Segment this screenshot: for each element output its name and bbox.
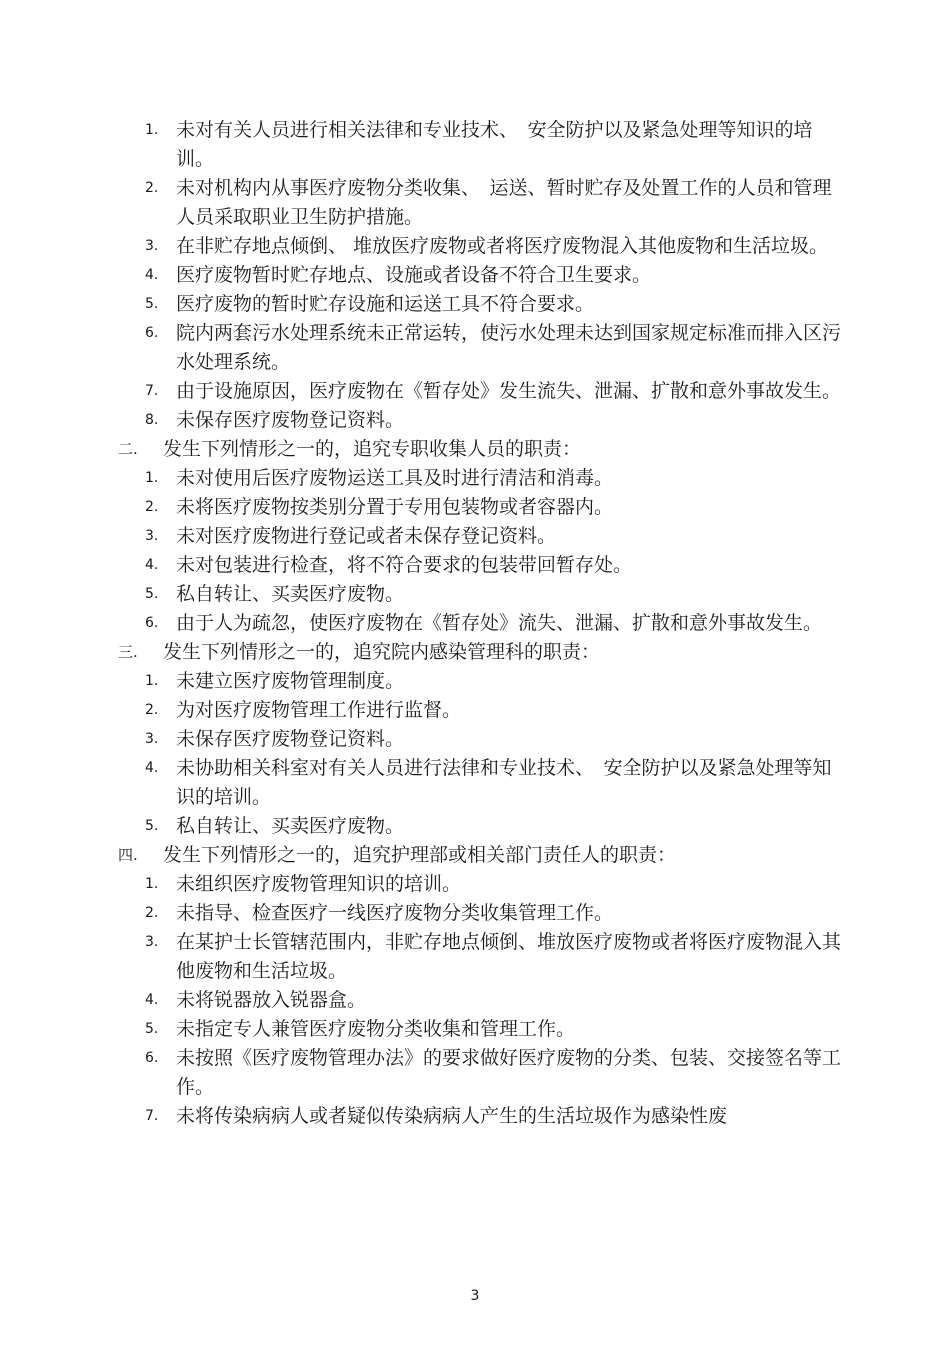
list-item: [0, 754, 846, 812]
item-number: 5.: [145, 296, 159, 312]
list-item: [0, 870, 846, 899]
item-number: 四.: [118, 846, 138, 864]
item-text: 私自转让、买卖医疗废物。: [176, 815, 405, 837]
list-item: [0, 986, 846, 1015]
page-number: 3: [470, 1288, 480, 1304]
list-item: [0, 464, 846, 493]
list-item: [0, 812, 846, 841]
item-number: 1.: [145, 122, 159, 138]
item-number: 6.: [145, 1050, 159, 1066]
item-number: 二.: [118, 440, 138, 458]
item-text: 发生下列情形之一的，追究护理部或相关部门责任人的职责：: [163, 844, 677, 866]
list-item: [0, 261, 846, 290]
item-number: 4.: [145, 760, 159, 776]
item-number: 2.: [145, 905, 159, 921]
item-number: 4.: [145, 267, 159, 283]
item-number: 5.: [145, 586, 159, 602]
item-text: 未按照《医疗废物管理办法》的要求做好医疗废物的分类、包装、交接签名等工作。: [176, 1047, 842, 1098]
list-item: [0, 116, 846, 174]
item-text: 未指导、检查医疗一线医疗废物分类收集管理工作。: [176, 902, 614, 924]
item-text: 未将传染病病人或者疑似传染病病人产生的生活垃圾作为感染性废: [176, 1105, 728, 1127]
item-text: 院内两套污水处理系统未正常运转，使污水处理未达到国家规定标准而排入区污水处理系统。: [176, 322, 842, 373]
item-number: 6.: [145, 615, 159, 631]
item-text: 未指定专人兼管医疗废物分类收集和管理工作。: [176, 1018, 576, 1040]
list-item: [0, 696, 846, 725]
item-number: 1.: [145, 876, 159, 892]
item-text: 在某护士长管辖范围内，非贮存地点倾倒、堆放医疗废物或者将医疗废物混入其他废物和生活垃圾。: [176, 931, 842, 982]
item-number: 3.: [145, 731, 159, 747]
item-text: 未组织医疗废物管理知识的培训。: [176, 873, 462, 895]
item-text: 未对机构内从事医疗废物分类收集、 运送、暂时贮存及处置工作的人员和管理人员采取职业卫生防护措施。: [176, 177, 832, 228]
list-item: [0, 232, 846, 261]
item-number: 4.: [145, 557, 159, 573]
item-number: 8.: [145, 412, 159, 428]
item-text: 发生下列情形之一的，追究院内感染管理科的职责：: [163, 641, 601, 663]
item-number: 2.: [145, 702, 159, 718]
list-item: [0, 1102, 846, 1131]
item-number: 7.: [145, 1108, 159, 1124]
item-number: 1.: [145, 673, 159, 689]
list-item: [0, 580, 846, 609]
list-item: [0, 609, 846, 638]
list-item: [0, 1044, 846, 1102]
item-number: 1.: [145, 470, 159, 486]
item-text: 为对医疗废物管理工作进行监督。: [176, 699, 462, 721]
item-text: 由于设施原因，医疗废物在《暂存处》发生流失、泄漏、扩散和意外事故发生。: [176, 380, 842, 402]
section-heading: [0, 435, 853, 464]
item-text: 医疗废物暂时贮存地点、设施或者设备不符合卫生要求。: [176, 264, 652, 286]
item-text: 发生下列情形之一的，追究专职收集人员的职责：: [163, 438, 582, 460]
list-item: [0, 725, 846, 754]
item-text: 未对使用后医疗废物运送工具及时进行清洁和消毒。: [176, 467, 614, 489]
item-text: 未保存医疗废物登记资料。: [176, 409, 405, 431]
item-number: 5.: [145, 818, 159, 834]
list-item: [0, 928, 846, 986]
item-text: 未将医疗废物按类别分置于专用包装物或者容器内。: [176, 496, 614, 518]
item-text: 由于人为疏忽，使医疗废物在《暂存处》流失、泄漏、扩散和意外事故发生。: [176, 612, 823, 634]
document-body: [0, 116, 950, 1131]
item-text: 在非贮存地点倾倒、 堆放医疗废物或者将医疗废物混入其他废物和生活垃圾。: [176, 235, 829, 257]
item-number: 3.: [145, 934, 159, 950]
item-number: 5.: [145, 1021, 159, 1037]
list-item: [0, 522, 846, 551]
item-text: 未对医疗废物进行登记或者未保存登记资料。: [176, 525, 557, 547]
section-heading: [0, 841, 853, 870]
item-text: 医疗废物的暂时贮存设施和运送工具不符合要求。: [176, 293, 595, 315]
list-item: [0, 174, 846, 232]
list-item: [0, 319, 846, 377]
list-item: [0, 377, 846, 406]
item-number: 三.: [118, 643, 138, 661]
list-item: [0, 290, 846, 319]
list-item: [0, 1015, 846, 1044]
list-item: [0, 667, 846, 696]
item-number: 3.: [145, 238, 159, 254]
section-heading: [0, 638, 853, 667]
item-text: 未保存医疗废物登记资料。: [176, 728, 405, 750]
list-item: [0, 899, 846, 928]
item-text: 未建立医疗废物管理制度。: [176, 670, 405, 692]
list-item: [0, 493, 846, 522]
item-text: 私自转让、买卖医疗废物。: [176, 583, 405, 605]
item-text: 未协助相关科室对有关人员进行法律和专业技术、 安全防护以及紧急处理等知识的培训。: [176, 757, 832, 808]
item-number: 2.: [145, 180, 159, 196]
item-number: 6.: [145, 325, 159, 341]
list-item: [0, 551, 846, 580]
item-text: 未将锐器放入锐器盒。: [176, 989, 367, 1011]
item-number: 4.: [145, 992, 159, 1008]
item-number: 7.: [145, 383, 159, 399]
item-number: 2.: [145, 499, 159, 515]
item-text: 未对有关人员进行相关法律和专业技术、 安全防护以及紧急处理等知识的培训。: [176, 119, 813, 170]
list-item: [0, 406, 846, 435]
item-number: 3.: [145, 528, 159, 544]
item-text: 未对包装进行检查，将不符合要求的包装带回暂存处。: [176, 554, 633, 576]
